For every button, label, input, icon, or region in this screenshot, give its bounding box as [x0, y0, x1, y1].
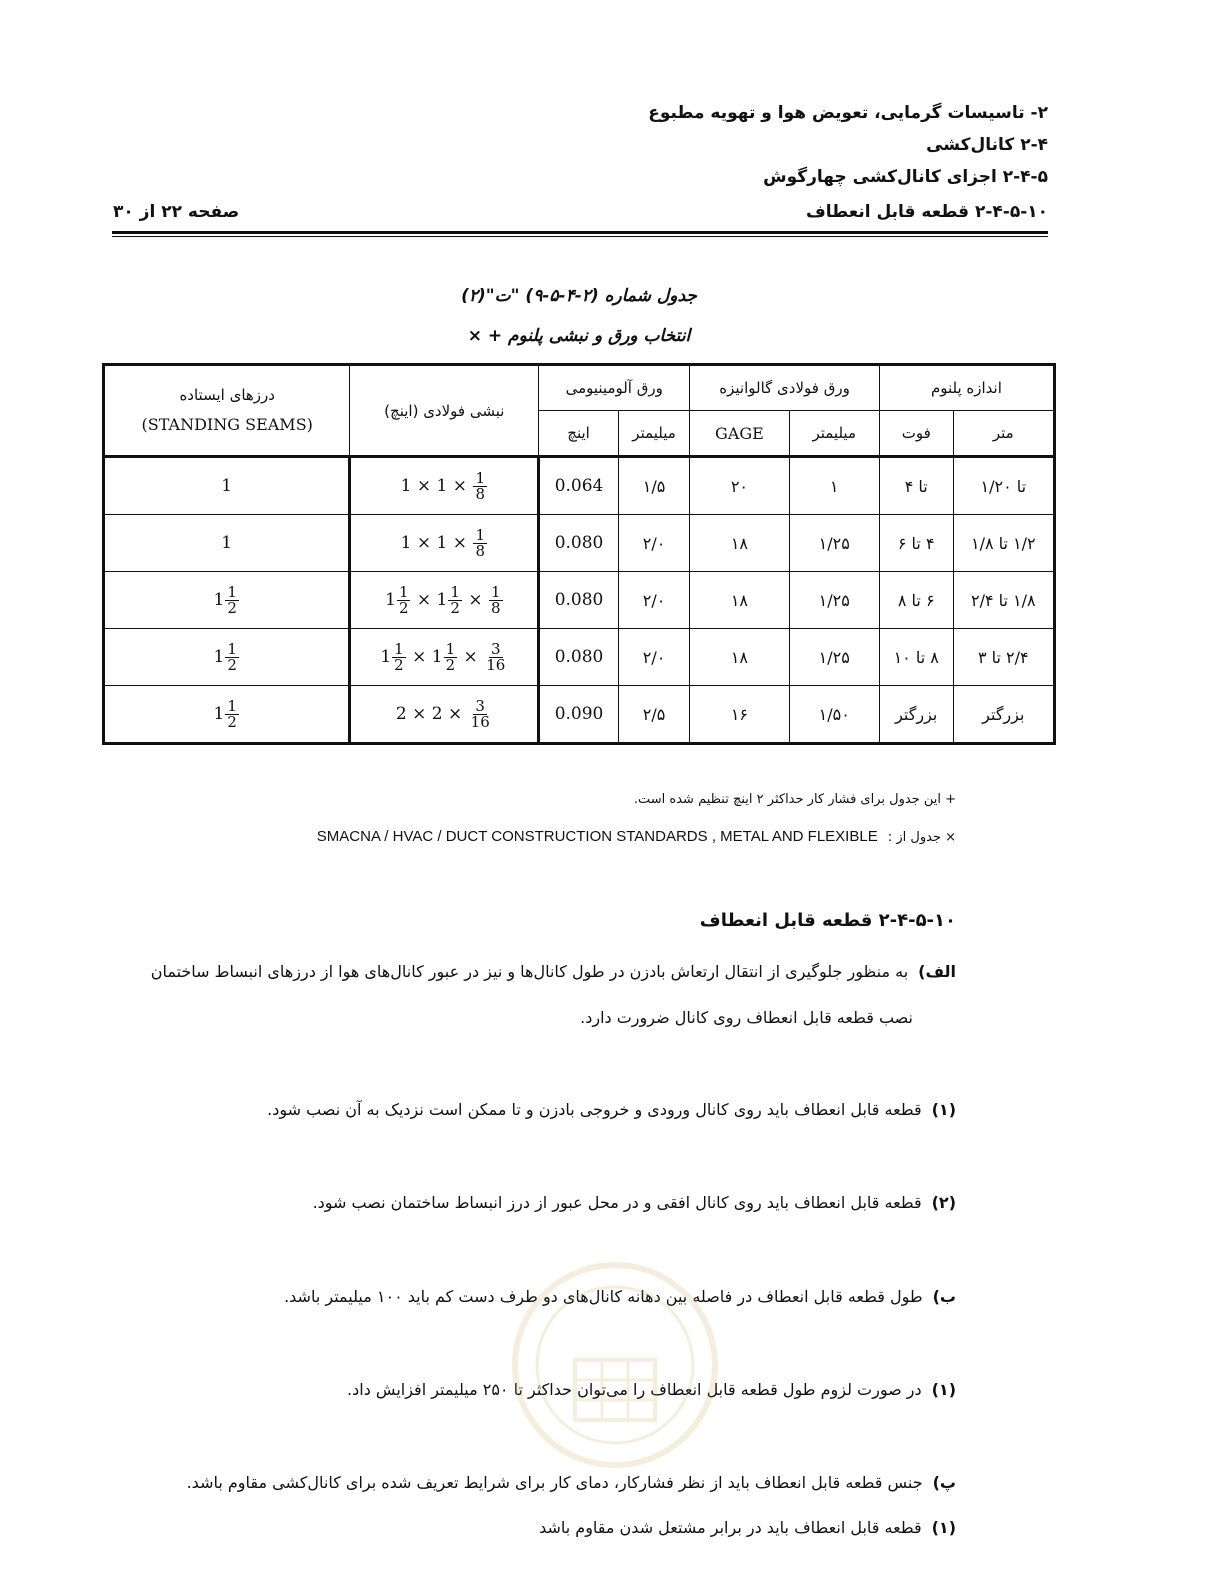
para-be-text: طول قطعه قابل انعطاف در فاصله بین دهانه کانال‌های دو طرف دست کم باید ۱۰۰ میلیمتر باشد. [284, 1287, 923, 1306]
header-aluminum: ورق آلومینیومی [539, 365, 690, 411]
cell-gage: ۱۸ [690, 515, 789, 572]
footnote-1: + این جدول برای فشار کار حداکثر ۲ اینچ تنظیم شده است. [633, 792, 956, 807]
fraction [392, 639, 406, 674]
header-plenum-size: اندازه پلنوم [879, 365, 1054, 411]
cell-angle [350, 515, 539, 572]
fraction-numerator: 1 [475, 525, 485, 544]
cell-al-inch: 0.080 [539, 629, 619, 686]
para-pe-label: پ) [932, 1473, 956, 1492]
angle-b: 1 [436, 475, 448, 496]
angle-expression: 2 × 2 × $\frac{3}{16}$ [395, 696, 490, 731]
cell-galv-mm: ۱/۵۰ [789, 686, 879, 744]
header-galvanized: ورق فولادی گالوانیزه [690, 365, 880, 411]
fraction-denominator: 2 [445, 655, 456, 674]
cell-angle [350, 629, 539, 686]
angle-expression: 1 × 1 × $\frac{1}{8}$ [400, 525, 485, 560]
cell-al-inch: 0.080 [539, 515, 619, 572]
angle-b: 1 [436, 589, 448, 610]
fraction [473, 525, 487, 560]
angle-a: 1 [400, 532, 412, 553]
para-a1-label: (۱) [931, 1100, 956, 1119]
cell-gage: ۱۸ [690, 629, 789, 686]
cell-al-inch: 0.090 [539, 686, 619, 744]
fraction-denominator: 16 [470, 712, 490, 731]
table-row [104, 572, 1055, 629]
angle-expression: 1 × 1 × $\frac{1}{8}$ [400, 468, 485, 503]
cell-seam [104, 515, 350, 572]
seam-expression [213, 582, 240, 617]
cell-al-mm: ۲/۰ [618, 572, 689, 629]
footnote-2-source: SMACNA / HVAC / DUCT CONSTRUCTION STANDARDS , METAL AND FLEXIBLE [316, 828, 878, 845]
cell-al-mm: ۲/۰ [618, 515, 689, 572]
cell-meter: ۱/۸ تا ۲/۴ [953, 572, 1054, 629]
header-mm-al: میلیمتر [618, 411, 689, 457]
fraction-numerator: 3 [475, 696, 485, 715]
fraction [444, 639, 458, 674]
angle-a: 1 [400, 475, 412, 496]
header-seams-en: (STANDING SEAMS) [141, 414, 313, 434]
cell-al-mm: ۱/۵ [618, 457, 689, 515]
angle-expression: 1 $\frac{1}{2}$ × 1 $\frac{1}{2}$ × $\frac{1}{8}$ [385, 582, 501, 617]
cell-seam [104, 686, 350, 744]
table-body [104, 457, 1055, 744]
page-number: صفحه ۲۲ از ۳۰ [113, 202, 240, 222]
fraction-denominator: 2 [227, 655, 237, 674]
para-p1-label: (۱) [931, 1518, 956, 1537]
cell-al-mm: ۲/۰ [618, 629, 689, 686]
cell-al-inch: 0.064 [539, 457, 619, 515]
para-b1-label: (۱) [931, 1380, 956, 1399]
angle-a: 1 [385, 589, 396, 610]
table-row [104, 515, 1055, 572]
header-angle: نبشی فولادی (اینچ) [350, 365, 539, 457]
fraction [489, 582, 503, 617]
cell-meter: ۲/۴ تا ۳ [953, 629, 1054, 686]
header-foot: فوت [879, 411, 953, 457]
header-mm-galv: میلیمتر [789, 411, 879, 457]
para-pe-text: جنس قطعه قابل انعطاف باید از نظر فشارکار، دمای کار برای شرایط تعریف شده برای کانال‌کشی مقاوم باشد. [186, 1473, 923, 1492]
header-line-3: ۲-۴-۵ اجزای کانال‌کشی چهارگوش [763, 167, 1048, 187]
header-line-1: ۲- تاسیسات گرمایی، تعویض هوا و تهویه مطبوع [648, 103, 1048, 123]
angle-b: 1 [431, 646, 443, 667]
fraction-denominator: 8 [490, 598, 501, 617]
fraction-numerator: 1 [445, 639, 456, 658]
cell-galv-mm: ۱/۲۵ [789, 629, 879, 686]
cell-foot: تا ۴ [879, 457, 953, 515]
fraction-numerator: 1 [475, 468, 485, 487]
seam-whole: 1 [221, 476, 233, 496]
fraction [484, 639, 507, 674]
seam-whole: 1 [213, 589, 225, 610]
para-a2-text: قطعه قابل انعطاف باید روی کانال افقی و در محل عبور از درز انبساط ساختمان نصب شود. [312, 1193, 922, 1212]
fraction-numerator: 1 [227, 696, 237, 715]
para-p1-text: قطعه قابل انعطاف باید در برابر مشتعل شدن مقاوم باشد [539, 1518, 922, 1537]
fraction-denominator: 2 [227, 598, 237, 617]
seam-expression [213, 696, 240, 731]
footnote-2-label: × جدول از : [887, 830, 956, 845]
fraction-denominator: 2 [227, 712, 237, 731]
fraction-denominator: 8 [475, 484, 485, 503]
fraction-numerator: 1 [490, 582, 501, 601]
para-a1 [267, 1100, 956, 1119]
fraction-denominator: 16 [486, 655, 506, 674]
cell-gage: ۱۶ [690, 686, 789, 744]
cell-seam [104, 629, 350, 686]
cell-meter: تا ۱/۲۰ [953, 457, 1054, 515]
fraction [397, 582, 411, 617]
cell-al-mm: ۲/۵ [618, 686, 689, 744]
header-line-2: ۲-۴ کانال‌کشی [926, 135, 1048, 155]
fraction-numerator: 1 [227, 582, 237, 601]
fraction [469, 696, 492, 731]
table-row [104, 686, 1055, 744]
cell-angle [350, 457, 539, 515]
table-subtitle: انتخاب ورق و نبشی پلنوم + × [467, 326, 691, 346]
angle-b: 1 [436, 532, 448, 553]
plenum-spec-table [102, 363, 1056, 745]
fraction-numerator: 1 [227, 639, 237, 658]
cell-angle [350, 572, 539, 629]
cell-angle [350, 686, 539, 744]
fraction-numerator: 1 [450, 582, 460, 601]
cell-galv-mm: ۱/۲۵ [789, 515, 879, 572]
cell-al-inch: 0.080 [539, 572, 619, 629]
header-line-4: ۲-۴-۵-۱۰ قطعه قابل انعطاف [806, 202, 1048, 222]
cell-gage: ۲۰ [690, 457, 789, 515]
angle-a: 2 [395, 703, 407, 724]
fraction [225, 639, 239, 674]
para-alef [151, 962, 956, 981]
fraction [225, 696, 239, 731]
cell-seam [104, 457, 350, 515]
para-a1-text: قطعه قابل انعطاف باید روی کانال ورودی و خروجی بادزن و تا ممکن است نزدیک به آن نصب شود. [267, 1100, 922, 1119]
para-b1-text: در صورت لزوم طول قطعه قابل انعطاف را می‌توان حداکثر تا ۲۵۰ میلیمتر افزایش داد. [347, 1380, 922, 1399]
section-title: ۲-۴-۵-۱۰ قطعه قابل انعطاف [699, 910, 956, 931]
header-seams [104, 365, 350, 457]
header-gage: GAGE [690, 411, 789, 457]
para-be-label: ب) [932, 1287, 956, 1306]
seam-whole: 1 [221, 533, 233, 553]
fraction [473, 468, 487, 503]
cell-foot: ۶ تا ۸ [879, 572, 953, 629]
fraction [225, 582, 239, 617]
fraction-numerator: 1 [394, 639, 404, 658]
footnote-2 [317, 828, 956, 845]
fraction-denominator: 8 [475, 541, 485, 560]
seam-expression [221, 533, 232, 553]
cell-gage: ۱۸ [690, 572, 789, 629]
header-rule [112, 231, 1048, 234]
watermark-seal-icon [505, 1250, 725, 1480]
header-seams-fa: درزهای ایستاده [179, 386, 275, 405]
cell-foot: ۸ تا ۱۰ [879, 629, 953, 686]
para-a2 [313, 1193, 956, 1212]
fraction-denominator: 2 [450, 598, 460, 617]
seam-whole: 1 [213, 646, 225, 667]
fraction-numerator: 1 [398, 582, 409, 601]
table-row [104, 457, 1055, 515]
cell-meter: بزرگتر [953, 686, 1054, 744]
para-alef-line2: نصب قطعه قابل انعطاف روی کانال ضرورت دارد. [580, 1008, 913, 1027]
header-rule-thin [112, 236, 1048, 237]
cell-seam [104, 572, 350, 629]
para-alef-label: الف) [918, 962, 956, 981]
header-meter: متر [953, 411, 1054, 457]
cell-meter: ۱/۲ تا ۱/۸ [953, 515, 1054, 572]
cell-galv-mm: ۱ [789, 457, 879, 515]
fraction-denominator: 2 [394, 655, 404, 674]
fraction-denominator: 2 [398, 598, 409, 617]
angle-expression: 1 $\frac{1}{2}$ × 1 $\frac{1}{2}$ × $\frac{3}{16}$ [380, 639, 506, 674]
cell-galv-mm: ۱/۲۵ [789, 572, 879, 629]
para-p1 [539, 1518, 956, 1537]
table-row [104, 629, 1055, 686]
fraction [448, 582, 462, 617]
table-title: جدول شماره (۲-۴-۵-۹) "ت"(۲) [461, 286, 697, 306]
fraction-numerator: 3 [490, 639, 501, 658]
seam-whole: 1 [213, 703, 225, 724]
seam-expression [221, 476, 232, 496]
seam-expression [213, 639, 240, 674]
para-a2-label: (۲) [931, 1193, 956, 1212]
cell-foot: بزرگتر [879, 686, 953, 744]
cell-foot: ۴ تا ۶ [879, 515, 953, 572]
para-alef-line1: به منظور جلوگیری از انتقال ارتعاش بادزن در طول کانال‌ها و نیز در عبور کانال‌های هوا از درزهای انبساط ساختمان [150, 962, 909, 981]
angle-a: 1 [380, 646, 392, 667]
angle-b: 2 [431, 703, 443, 724]
header-inch: اینچ [539, 411, 619, 457]
